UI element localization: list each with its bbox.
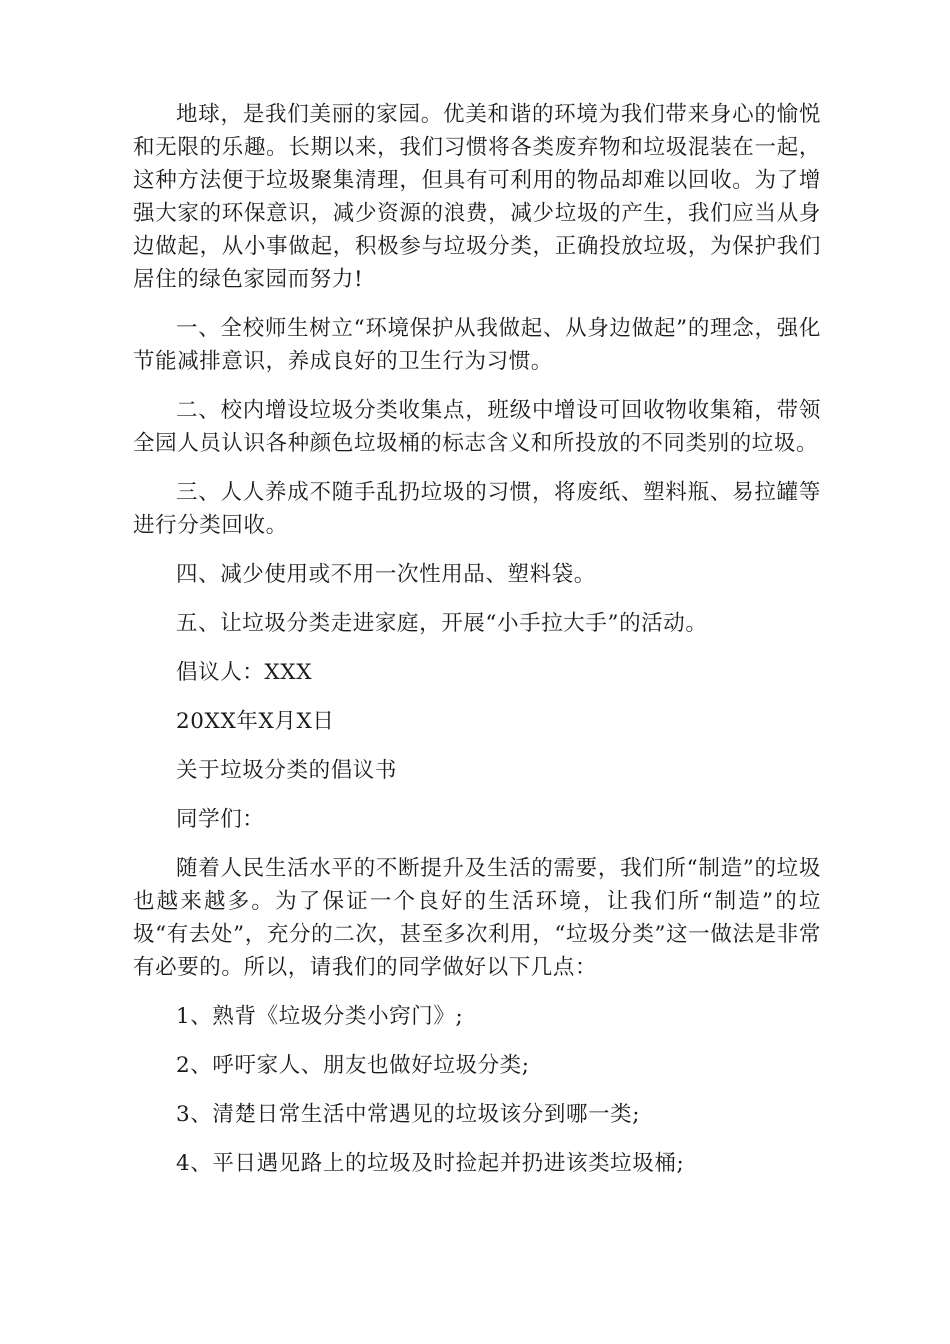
intro-paragraph: 地球，是我们美丽的家园。优美和谐的环境为我们带来身心的愉悦和无限的乐趣。长期以来，我们习惯将各类废弃物和垃圾混装在一起，这种方法便于垃圾聚集清理，但具有可利用的物品却难以回收。为了增强大家的环保意识，减少资源的浪费，减少垃圾的产生，我们应当从身边做起，从小事做起，积极参与垃圾分类，正确投放垃圾，为保护我们居住的绿色家园而努力! [133,102,821,292]
proposal-item-4: 四、减少使用或不用一次性用品、塑料袋。 [176,562,596,587]
proposal-item-5: 五、让垃圾分类走进家庭，开展“小手拉大手”的活动。 [176,611,708,636]
second-title: 关于垃圾分类的倡议书 [176,758,398,783]
document-body [133,98,821,1180]
salutation: 同学们： [176,807,265,832]
list-item-2: 2、呼吁家人、朋友也做好垃圾分类; [176,1053,530,1078]
list-item-1: 1、熟背《垃圾分类小窍门》; [176,1004,464,1029]
list-item-3: 3、清楚日常生活中常遇见的垃圾该分到哪一类; [176,1102,641,1127]
date-line: 20XX年X月X日 [176,709,335,734]
proposal-item-2: 二、校内增设垃圾分类收集点，班级中增设可回收物收集箱，带领全园人员认识各种颜色垃圾桶的标志含义和所投放的不同类别的垃圾。 [133,398,821,456]
list-item-4: 4、平日遇见路上的垃圾及时捡起并扔进该类垃圾桶; [176,1151,685,1176]
proposal-item-1: 一、全校师生树立“环境保护从我做起、从身边做起”的理念，强化节能减排意识，养成良好的卫生行为习惯。 [133,316,821,374]
proposer-line: 倡议人：XXX [176,660,313,685]
second-intro-paragraph: 随着人民生活水平的不断提升及生活的需要，我们所“制造”的垃圾也越来越多。为了保证一个良好的生活环境，让我们所“制造”的垃圾“有去处”，充分的二次，甚至多次利用，“垃圾分类”这一做法是非常有必要的。所以，请我们的同学做好以下几点： [133,856,821,980]
proposal-item-3: 三、人人养成不随手乱扔垃圾的习惯，将废纸、塑料瓶、易拉罐等进行分类回收。 [133,480,821,538]
